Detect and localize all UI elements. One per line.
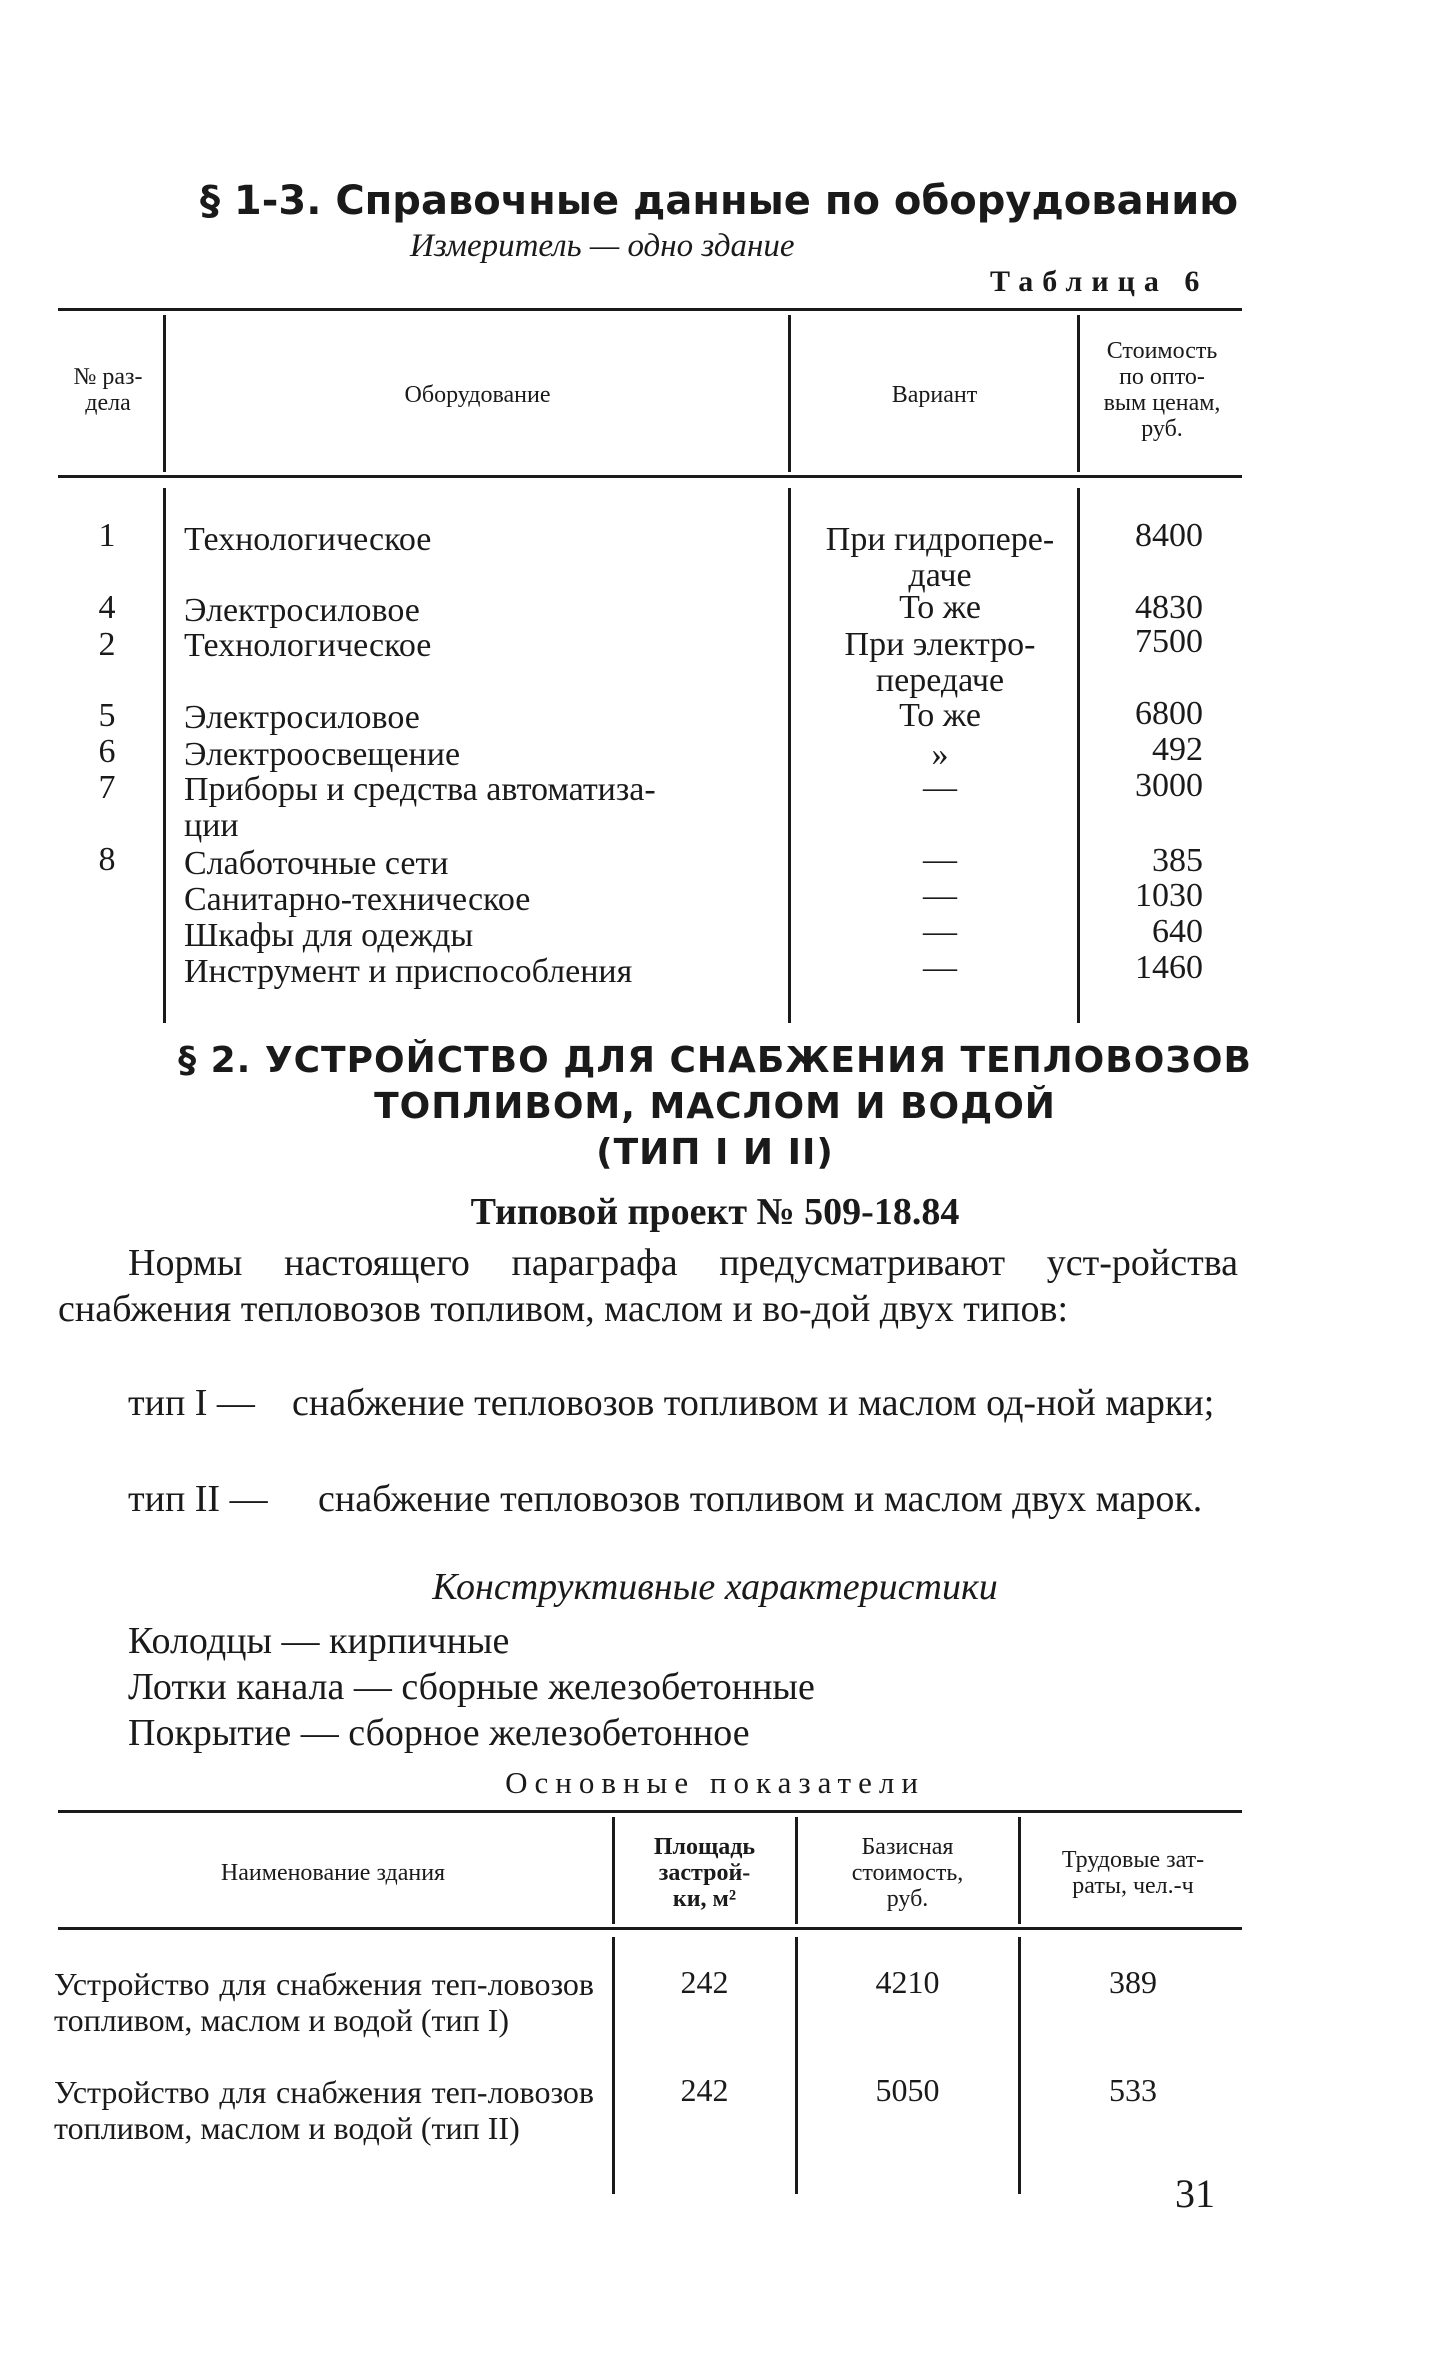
row-equipment: Шкафы для одежды	[184, 917, 474, 954]
table-header-rule	[58, 475, 1242, 478]
header-cost: Стоимость по опто- вым ценам, руб.	[1103, 338, 1221, 442]
section2-heading-line1: § 2. УСТРОЙСТВО ДЛЯ СНАБЖЕНИЯ ТЕПЛОВОЗОВ	[178, 1040, 1252, 1081]
row-name: Устройство для снабжения теп-ловозов топливом, маслом и водой (тип II)	[54, 2074, 594, 2146]
row-cost: 8400	[1135, 517, 1203, 554]
row-cost: 1460	[1135, 949, 1203, 986]
col-divider	[795, 1937, 798, 2194]
type2-label: тип II —	[128, 1478, 268, 1520]
constr-item: Лотки канала — сборные железобетонные	[128, 1666, 815, 1708]
col-divider	[1018, 1817, 1021, 1924]
col-divider	[788, 315, 791, 472]
type1-label: тип I —	[128, 1382, 255, 1424]
row-equipment: Электросиловое	[184, 699, 420, 736]
row-cost: 1030	[1135, 877, 1203, 914]
section2-heading-line2: ТОПЛИВОМ, МАСЛОМ И ВОДОЙ	[374, 1086, 1056, 1127]
header-num: № раз- дела	[73, 364, 143, 416]
header-equipment: Оборудование	[404, 382, 551, 408]
row-cost: 385	[1152, 842, 1203, 879]
row-variant: »	[931, 736, 949, 773]
row-variant: При гидропере- даче	[825, 521, 1055, 594]
header-labor: Трудовые зат- раты, чел.-ч	[1061, 1847, 1205, 1899]
row-variant: —	[923, 877, 957, 914]
col-divider	[163, 488, 166, 1023]
row-variant: —	[923, 769, 957, 806]
col-divider	[1077, 315, 1080, 472]
row-cost: 5050	[875, 2072, 940, 2108]
constructive-title: Конструктивные характеристики	[432, 1566, 998, 1608]
col-divider	[612, 1937, 615, 2194]
table-header-rule	[58, 1927, 1242, 1930]
row-variant: То же	[899, 589, 981, 626]
col-divider	[1018, 1937, 1021, 2194]
row-equipment: Инструмент и приспособления	[184, 953, 633, 990]
row-cost: 4210	[875, 1964, 940, 2000]
row-equipment: Электроосвещение	[184, 736, 461, 773]
row-cost: 640	[1152, 913, 1203, 950]
indicators-title: Основные показатели	[505, 1765, 925, 1800]
header-area: Площадь застрой- ки, м²	[653, 1834, 756, 1912]
col-divider	[795, 1817, 798, 1924]
row-equipment: Приборы и средства автоматиза- ции	[184, 771, 656, 844]
type2-text: снабжение тепловозов топливом и маслом двух марок.	[318, 1478, 1203, 1520]
section-title: § 1-3. Справочные данные по оборудованию	[200, 178, 1239, 224]
row-labor: 389	[1109, 1964, 1157, 2000]
row-cost: 6800	[1135, 695, 1203, 732]
row-num: 4	[98, 589, 116, 626]
row-num: 1	[98, 517, 116, 554]
row-area: 242	[680, 1964, 729, 2000]
row-cost: 7500	[1135, 623, 1203, 660]
row-equipment: Слаботочные сети	[184, 845, 449, 882]
row-num: 8	[98, 841, 116, 878]
row-equipment: Технологическое	[184, 521, 432, 558]
table-top-rule	[58, 308, 1242, 311]
row-variant: —	[923, 949, 957, 986]
row-labor: 533	[1109, 2072, 1157, 2108]
row-equipment: Технологическое	[184, 627, 432, 664]
project-number: Типовой проект № 509-18.84	[470, 1191, 960, 1233]
intro-paragraph: Нормы настоящего параграфа предусматривают уст-ройства снабжения тепловозов топливом, маслом и во-дой двух типов:	[58, 1242, 1238, 1330]
row-variant: То же	[899, 697, 981, 734]
header-name: Наименование здания	[220, 1860, 446, 1886]
row-cost: 4830	[1135, 589, 1203, 626]
constr-item: Колодцы — кирпичные	[128, 1620, 510, 1662]
measure-note: Измеритель — одно здание	[410, 228, 795, 264]
row-num: 5	[98, 697, 116, 734]
header-cost: Базисная стоимость, руб.	[851, 1834, 964, 1912]
header-variant: Вариант	[891, 382, 978, 408]
col-divider	[788, 488, 791, 1023]
row-variant: —	[923, 913, 957, 950]
type1-text: снабжение тепловозов топливом и маслом од-ной марки;	[292, 1382, 1215, 1424]
row-equipment: Санитарно-техническое	[184, 881, 531, 918]
col-divider	[612, 1817, 615, 1924]
row-cost: 3000	[1135, 767, 1203, 804]
table-label: Таблица 6	[990, 265, 1209, 298]
row-area: 242	[680, 2072, 729, 2108]
row-num: 2	[98, 626, 116, 663]
row-equipment: Электросиловое	[184, 592, 420, 629]
row-cost: 492	[1152, 731, 1203, 768]
page-number: 31	[1175, 2171, 1215, 2216]
row-num: 7	[98, 769, 116, 806]
constr-item: Покрытие — сборное железобетонное	[128, 1712, 750, 1754]
section2-heading-line3: (ТИП I И II)	[596, 1132, 834, 1173]
table-top-rule	[58, 1810, 1242, 1813]
row-variant: —	[923, 841, 957, 878]
row-num: 6	[98, 733, 116, 770]
row-name: Устройство для снабжения теп-ловозов топливом, маслом и водой (тип I)	[54, 1966, 594, 2038]
row-variant: При электро- передаче	[844, 626, 1036, 699]
